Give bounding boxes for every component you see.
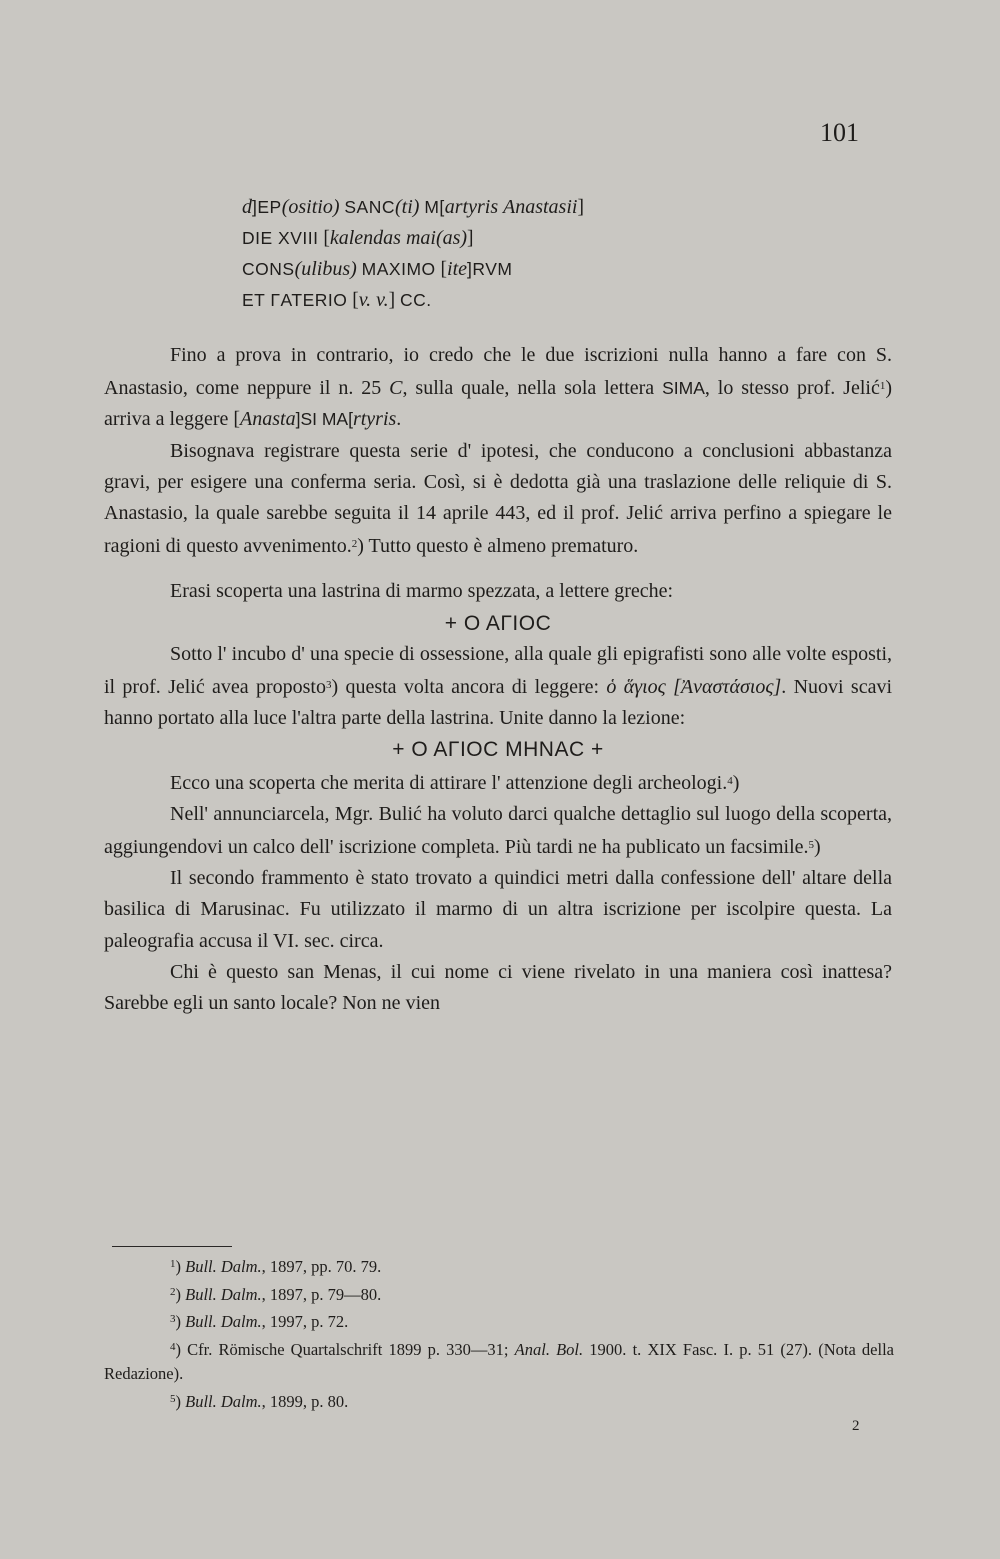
- footnotes: [104, 1252, 894, 1414]
- footnote-divider: [112, 1246, 232, 1247]
- paragraph-3: Erasi scoperta una lastrina di marmo spezzata, a lettere greche:: [170, 580, 674, 603]
- footnote-3: $^3$) Bull. Dalm., 1997, p. 72.: [170, 1312, 349, 1331]
- greek-inscription-2: + Ο ΑΓΙΟϹ ΜΗΝΑϹ +: [392, 738, 604, 762]
- page-number: 101: [820, 118, 859, 147]
- latin-inscription: [242, 192, 584, 316]
- paragraph-7: Il secondo frammento è stato trovato a quindici metri dalla confessione dell' altare della basilica di Marusinac. Fu utilizzato il marmo di un altra iscrizione per iscolpire questa. La paleografia accusa il VI. sec. circa.: [104, 867, 892, 952]
- paragraph-5: Ecco una scoperta che merita di attirare l' attenzione degli archeologi.$^4$): [170, 771, 740, 794]
- inscription-line-4: ET ΓATERIO [v. v.] CC.: [242, 289, 432, 311]
- body-text: [104, 340, 892, 1019]
- greek-inscription-1: + Ο ΑΓΙΟϹ: [444, 611, 552, 635]
- paragraph-6: Nell' annunciarcela, Mgr. Bulić ha voluto darci qualche dettaglio sul luogo della scoperta, aggiungendovi un calco dell' iscrizione completa. Più tardi ne ha publicato un facsimile.$^5$): [104, 802, 892, 859]
- paragraph-4: Sotto l' incubo d' una specie di ossessione, alla quale gli epigrafisti sono alle volte esposti, il prof. Jelić avea proposto$^3$) questa volta ancora di leggere: ὁ ἅγιος [Ἀναστάσιος]. Nuovi scavi hanno portato alla luce l'altra parte della lastrina. Unite danno la lezione:: [104, 642, 893, 730]
- footnote-2: $^2$) Bull. Dalm., 1897, p. 79—80.: [170, 1284, 382, 1304]
- inscription-line-2: DIE XVIII [kalendas mai(as)]: [242, 227, 474, 249]
- footnote-4: $^4$) Cfr. Römische Quartalschrift 1899 p. 330—31; Anal. Bol. 1900. t. XIX Fasc. I. p. 51 (27). (Nota della Redazione).: [104, 1339, 894, 1383]
- footnote-5: $^5$) Bull. Dalm., 1899, p. 80.: [170, 1391, 349, 1411]
- signature-mark: 2: [852, 1418, 860, 1434]
- paragraph-8: Chi è questo san Menas, il cui nome ci viene rivelato in una maniera così inattesa? Sarebbe egli un santo locale? Non ne vien: [104, 960, 892, 1015]
- paragraph-1: Fino a prova in contrario, io credo che le due iscrizioni nulla hanno a fare con S. Anastasio, come neppure il n. 25 C, sulla quale, nella sola lettera SIMA, lo stesso prof. Jelić$^1$) arriva a leggere [Anasta]SI MA[rtyris.: [104, 344, 893, 431]
- inscription-line-1: d]EP(ositio) SANC(ti) M[artyris Anastasii]: [242, 196, 584, 218]
- footnote-1: $^1$) Bull. Dalm., 1897, pp. 70. 79.: [170, 1257, 382, 1276]
- inscription-line-3: CONS(ulibus) MAXIMO [ite]RVM: [242, 258, 513, 280]
- paragraph-2: Bisognava registrare questa serie d' ipotesi, che conducono a conclusioni abbastanza gravi, per esigere una conferma seria. Così, si è dedotta già una traslazione delle reliquie di S. Anastasio, la quale sarebbe seguita il 14 aprile 443, ed il prof. Jelić arriva perfino a spiegare le ragioni di questo avvenimento.$^2$) Tutto questo è almeno prematuro.: [104, 439, 892, 558]
